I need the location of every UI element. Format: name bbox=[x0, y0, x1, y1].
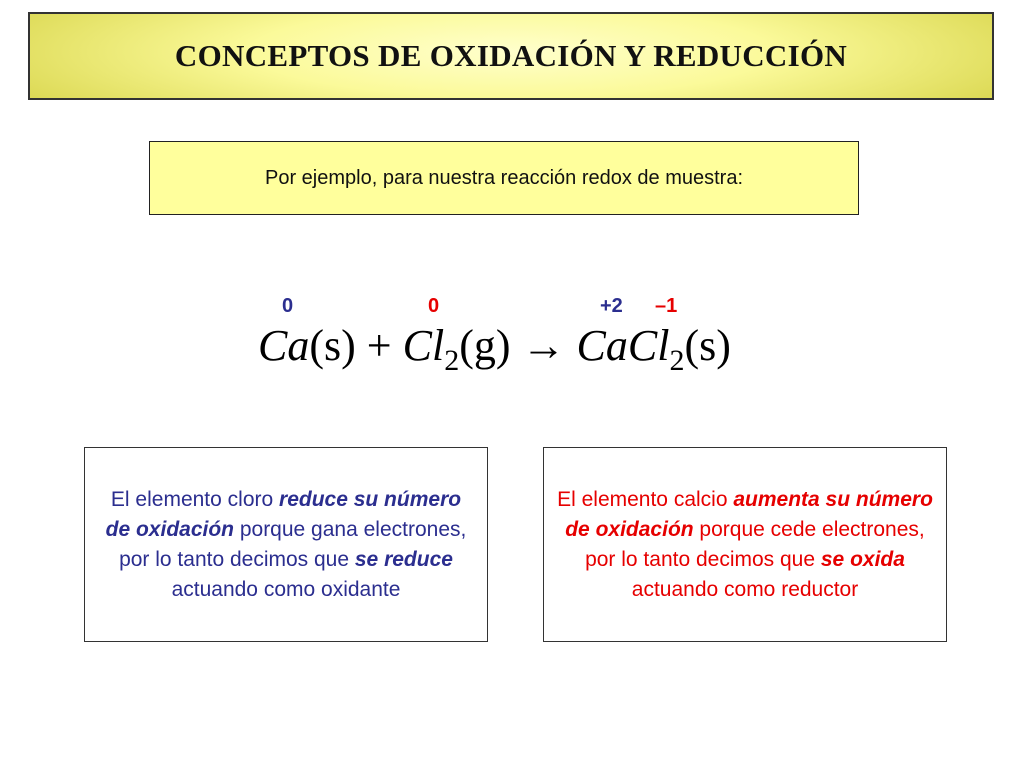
page-title: CONCEPTOS DE OXIDACIÓN Y REDUCCIÓN bbox=[174, 38, 848, 73]
plus-sign: + bbox=[366, 321, 392, 370]
subscript-2: 2 bbox=[444, 344, 460, 377]
intro-text: Por ejemplo, para nuestra reacción redox de muestra: bbox=[264, 166, 744, 189]
ox-number-ca-product: +2 bbox=[600, 295, 623, 317]
emphasis-text: se reduce bbox=[354, 547, 453, 571]
text-segment: porque cede electrones, por lo tanto decimos que bbox=[585, 517, 925, 571]
redox-equation bbox=[258, 320, 731, 390]
reactant-calcium: Ca bbox=[258, 321, 310, 370]
chlorine-explanation-text bbox=[97, 485, 475, 605]
state-solid: (s) bbox=[309, 321, 356, 370]
emphasis-text: reduce su número de oxidación bbox=[105, 487, 462, 541]
reactant-chlorine: Cl bbox=[402, 321, 445, 370]
calcium-explanation-text bbox=[556, 485, 934, 605]
text-segment: actuando como reductor bbox=[631, 577, 859, 601]
subscript-2: 2 bbox=[669, 344, 685, 377]
ox-number-cl-product: –1 bbox=[655, 295, 678, 317]
product-calcium-chloride: CaCl bbox=[576, 321, 670, 370]
text-segment: El elemento cloro bbox=[110, 487, 280, 511]
emphasis-text: se oxida bbox=[820, 547, 905, 571]
text-segment: porque gana electrones, por lo tanto decimos que bbox=[119, 517, 467, 571]
ox-number-ca-reactant: 0 bbox=[282, 295, 294, 317]
chlorine-explanation-box bbox=[84, 447, 488, 642]
text-segment: actuando como oxidante bbox=[171, 577, 401, 601]
reaction-arrow: → bbox=[521, 321, 566, 370]
text-segment: El elemento calcio bbox=[557, 487, 734, 511]
title-banner bbox=[28, 12, 994, 100]
intro-box bbox=[149, 141, 859, 215]
ox-number-cl-reactant: 0 bbox=[428, 295, 440, 317]
state-gas: (g) bbox=[459, 321, 511, 370]
emphasis-text: aumenta su número de oxidación bbox=[565, 487, 933, 541]
calcium-explanation-box bbox=[543, 447, 947, 642]
state-solid: (s) bbox=[684, 321, 731, 370]
